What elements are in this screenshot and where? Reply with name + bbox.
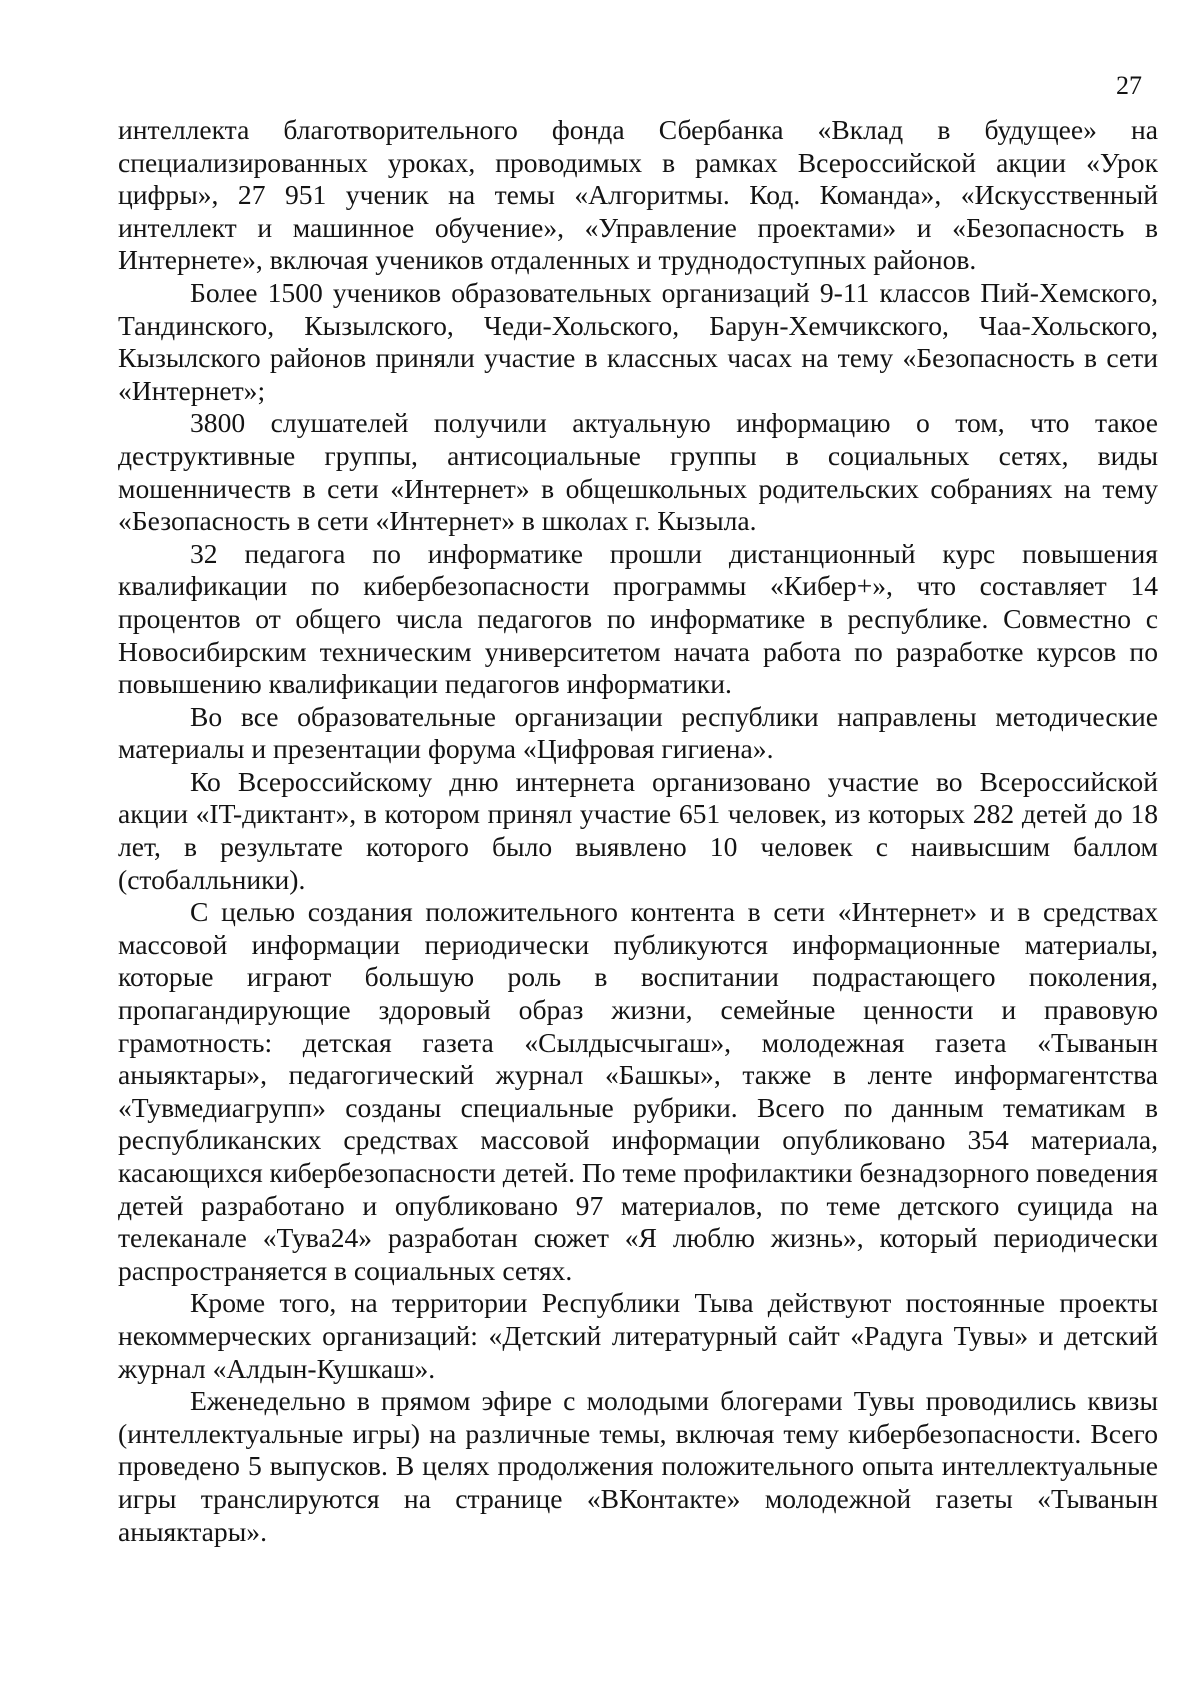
paragraph: 32 педагога по информатике прошли дистанционный курс повышения квалификации по кибербезопасности программы «Кибер+», что составляет 14 процентов от общего числа педагогов по информатике в республике. Совместно с Новосибирским техническим университетом начата работа по разработке курсов по повышению квалификации педагогов информатики. bbox=[118, 537, 1158, 700]
paragraph: С целью создания положительного контента в сети «Интернет» и в средствах массовой информации периодически публикуются информационные материалы, которые играют большую роль в воспитании подрастающего поколения, пропагандирующие здоровый образ жизни, семейные ценности и правовую грамотность: детская газета «Сылдысчыгаш», молодежная газета «Тыванын аныяктары», педагогический журнал «Башкы», также в ленте информагентства «Тувмедиагрупп» созданы специальные рубрики. Всего по данным тематикам в республиканских средствах массовой информации опубликовано 354 материала, касающихся кибербезопасности детей. По теме профилактики безнадзорного поведения детей разработано и опубликовано 97 материалов, по теме детского суицида на телеканале «Тува24» разработан сюжет «Я люблю жизнь», который периодически распространяется в социальных сетях. bbox=[118, 896, 1158, 1286]
page-number: 27 bbox=[1116, 71, 1142, 100]
paragraph: Ко Всероссийскому дню интернета организовано участие во Всероссийской акции «IT-диктант», в котором принял участие 651 человек, из которых 282 детей до 18 лет, в результате которого было выявлено 10 человек с наивысшим баллом (стобалльники). bbox=[118, 765, 1158, 895]
paragraph: Более 1500 учеников образовательных организаций 9-11 классов Пий-Хемского, Тандинского, Кызылского, Чеди-Хольского, Барун-Хемчикского, Чаа-Хольского, Кызылского районов приняли участие в классных часах на тему «Безопасность в сети «Интернет»; bbox=[118, 276, 1158, 406]
paragraph: Еженедельно в прямом эфире с молодыми блогерами Тувы проводились квизы (интеллектуальные игры) на различные темы, включая тему кибербезопасности. Всего проведено 5 выпусков. В целях продолжения положительного опыта интеллектуальные игры транслируются на странице «ВКонтакте» молодежной газеты «Тыванын аныяктары». bbox=[118, 1385, 1158, 1547]
paragraph: 3800 слушателей получили актуальную информацию о том, что такое деструктивные группы, антисоциальные группы в социальных сетях, виды мошенничеств в сети «Интернет» в общешкольных родительских собраниях на тему «Безопасность в сети «Интернет» в школах г. Кызыла. bbox=[118, 407, 1158, 537]
paragraph: Кроме того, на территории Республики Тыва действуют постоянные проекты некоммерческих организаций: «Детский литературный сайт «Радуга Тувы» и детский журнал «Алдын-Кушкаш». bbox=[118, 1287, 1158, 1384]
document-body bbox=[118, 114, 1158, 1548]
paragraph: Во все образовательные организации республики направлены методические материалы и презентации форума «Цифровая гигиена». bbox=[118, 700, 1158, 765]
paragraph: интеллекта благотворительного фонда Сбербанка «Вклад в будущее» на специализированных уроках, проводимых в рамках Всероссийской акции «Урок цифры», 27 951 ученик на темы «Алгоритмы. Код. Команда», «Искусственный интеллект и машинное обучение», «Управление проектами» и «Безопасность в Интернете», включая учеников отдаленных и труднодоступных районов. bbox=[118, 114, 1158, 276]
